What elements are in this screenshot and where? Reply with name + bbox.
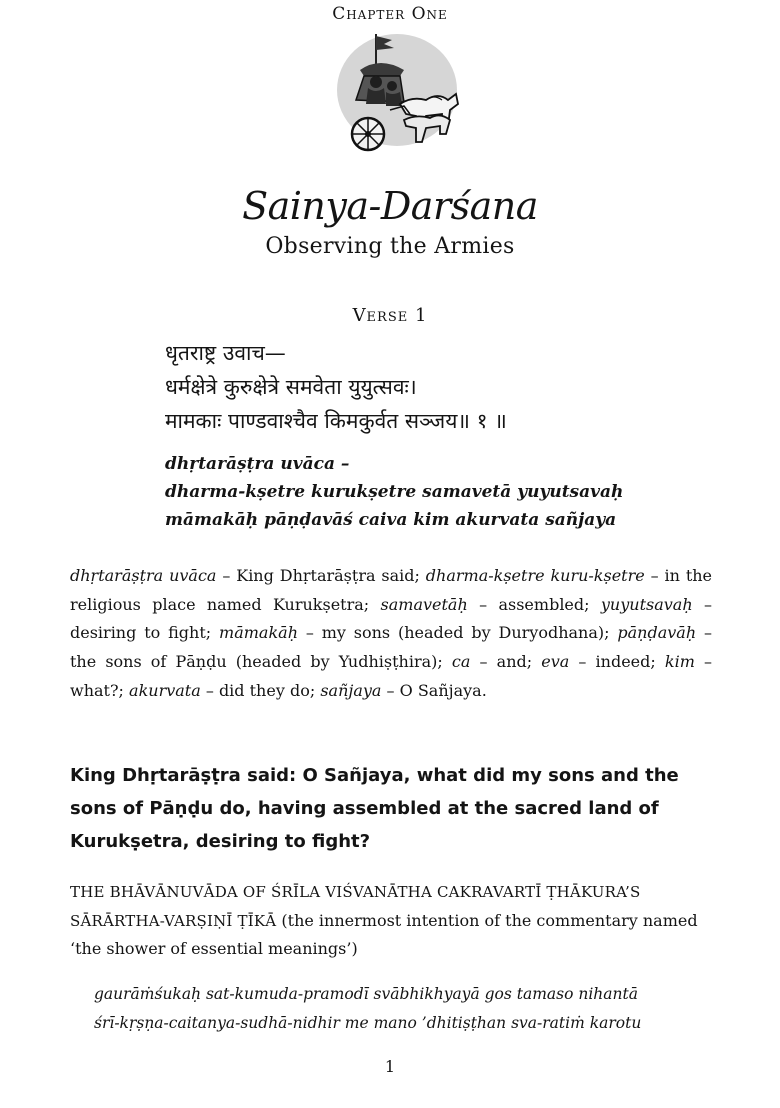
commentary-note: (the innermost intention of the commentary named ‘the shower of essential meanings’) <box>70 910 698 958</box>
sanskrit-line: मामकाः पाण्डवाश्चैव किमकुर्वत सञ्जय॥ १ ॥ <box>165 409 507 433</box>
commentary-title: THE BHĀVĀNUVĀDA OF ŚRĪLA VIŚVANĀTHA CAKRAVARTĪ ṬHĀKURA’S SĀRĀRTHA-VARṢIṆĪ ṬĪKĀ <box>70 883 641 930</box>
synonym-term: yuyutsavaḥ <box>600 594 693 614</box>
page-number: 1 <box>384 1057 396 1076</box>
chapter-subtitle: Observing the Armies <box>265 234 515 259</box>
verse-translation: King Dhṛtarāṣṭra said: O Sañjaya, what did my sons and the sons of Pāṇḍu do, having assembled at the sacred land of Kurukṣetra, desiring to fight? <box>70 765 679 852</box>
sloka-line: śrī-kṛṣṇa-caitanya-sudhā-nidhir me mano ’dhitiṣṭhan sva-ratiṁ karotu <box>94 1014 642 1032</box>
transliteration-line: māmakāḥ pāṇḍavāś caiva kim akurvata sañjaya <box>165 510 617 530</box>
synonym-meaning: O Sañjaya. <box>399 680 487 700</box>
chapter-title: Sainya-Darśana <box>242 184 538 228</box>
synonym-term: pāṇḍavāḥ <box>617 623 697 643</box>
transliteration <box>165 450 725 534</box>
synonym-meaning: the sons of Pāṇḍu (headed by Yudhiṣṭhira) <box>70 652 438 672</box>
synonym-meaning: desiring to fight <box>70 623 206 643</box>
synonym-term: samavetāḥ <box>380 594 468 614</box>
synonym-meaning: assembled <box>498 594 585 614</box>
verse-heading: Verse 1 <box>352 305 428 326</box>
synonym-term: ca <box>451 652 471 672</box>
synonym-meaning: indeed <box>595 652 651 672</box>
invocation-sloka <box>94 980 734 1038</box>
synonym-term: eva <box>541 652 570 672</box>
transliteration-line: dhṛtarāṣṭra uvāca – <box>165 454 350 474</box>
synonym-term: māmakāḥ <box>219 623 298 643</box>
synonym-term: dhṛtarāṣṭra uvāca <box>70 566 217 585</box>
chapter-heading: Chapter One <box>332 4 448 24</box>
synonym-meaning: King Dhṛtarāṣṭra said <box>236 566 415 585</box>
sanskrit-verse <box>165 336 725 438</box>
synonym-meaning: my sons (headed by Duryodhana) <box>321 623 605 643</box>
transliteration-line: dharma-kṣetre kurukṣetre samavetā yuyutsavaḥ <box>165 482 624 502</box>
synonym-meaning: what? <box>70 680 119 700</box>
synonym-term: kim <box>664 652 695 672</box>
sloka-line: gaurāṁśukaḥ sat-kumuda-pramodī svābhikhyayā gos tamaso nihantā <box>94 985 638 1003</box>
synonym-term: akurvata <box>129 680 201 700</box>
word-for-word-synonyms: dhṛtarāṣṭra uvāca – King Dhṛtarāṣṭra said; dharma-kṣetre kuru-kṣetre – in the religious place named Kurukṣetra; samavetāḥ – assembled; yuyutsavaḥ – desiring to fight; māmakāḥ – my sons (headed by Duryodhana); pāṇḍavāḥ – the sons of Pāṇḍu (headed by Yudhiṣṭhira); ca – and; eva – indeed; kim – what?; akurvata – did they do; sañjaya – O Sañjaya. <box>70 566 713 700</box>
synonym-term: dharma-kṣetre kuru-kṣetre <box>425 566 645 585</box>
synonym-term: sañjaya <box>320 680 382 700</box>
synonym-meaning: and <box>496 652 527 672</box>
chariot-emblem-icon <box>330 30 465 160</box>
synonym-meaning: did they do <box>218 680 310 700</box>
synonym-meaning: in the religious place named Kurukṣetra <box>70 566 713 614</box>
sanskrit-line: धर्मक्षेत्रे कुरुक्षेत्रे समवेता युयुत्सवः। <box>165 375 417 399</box>
sanskrit-line: धृतराष्ट्र उवाच— <box>165 341 286 365</box>
commentary-heading <box>70 878 720 964</box>
